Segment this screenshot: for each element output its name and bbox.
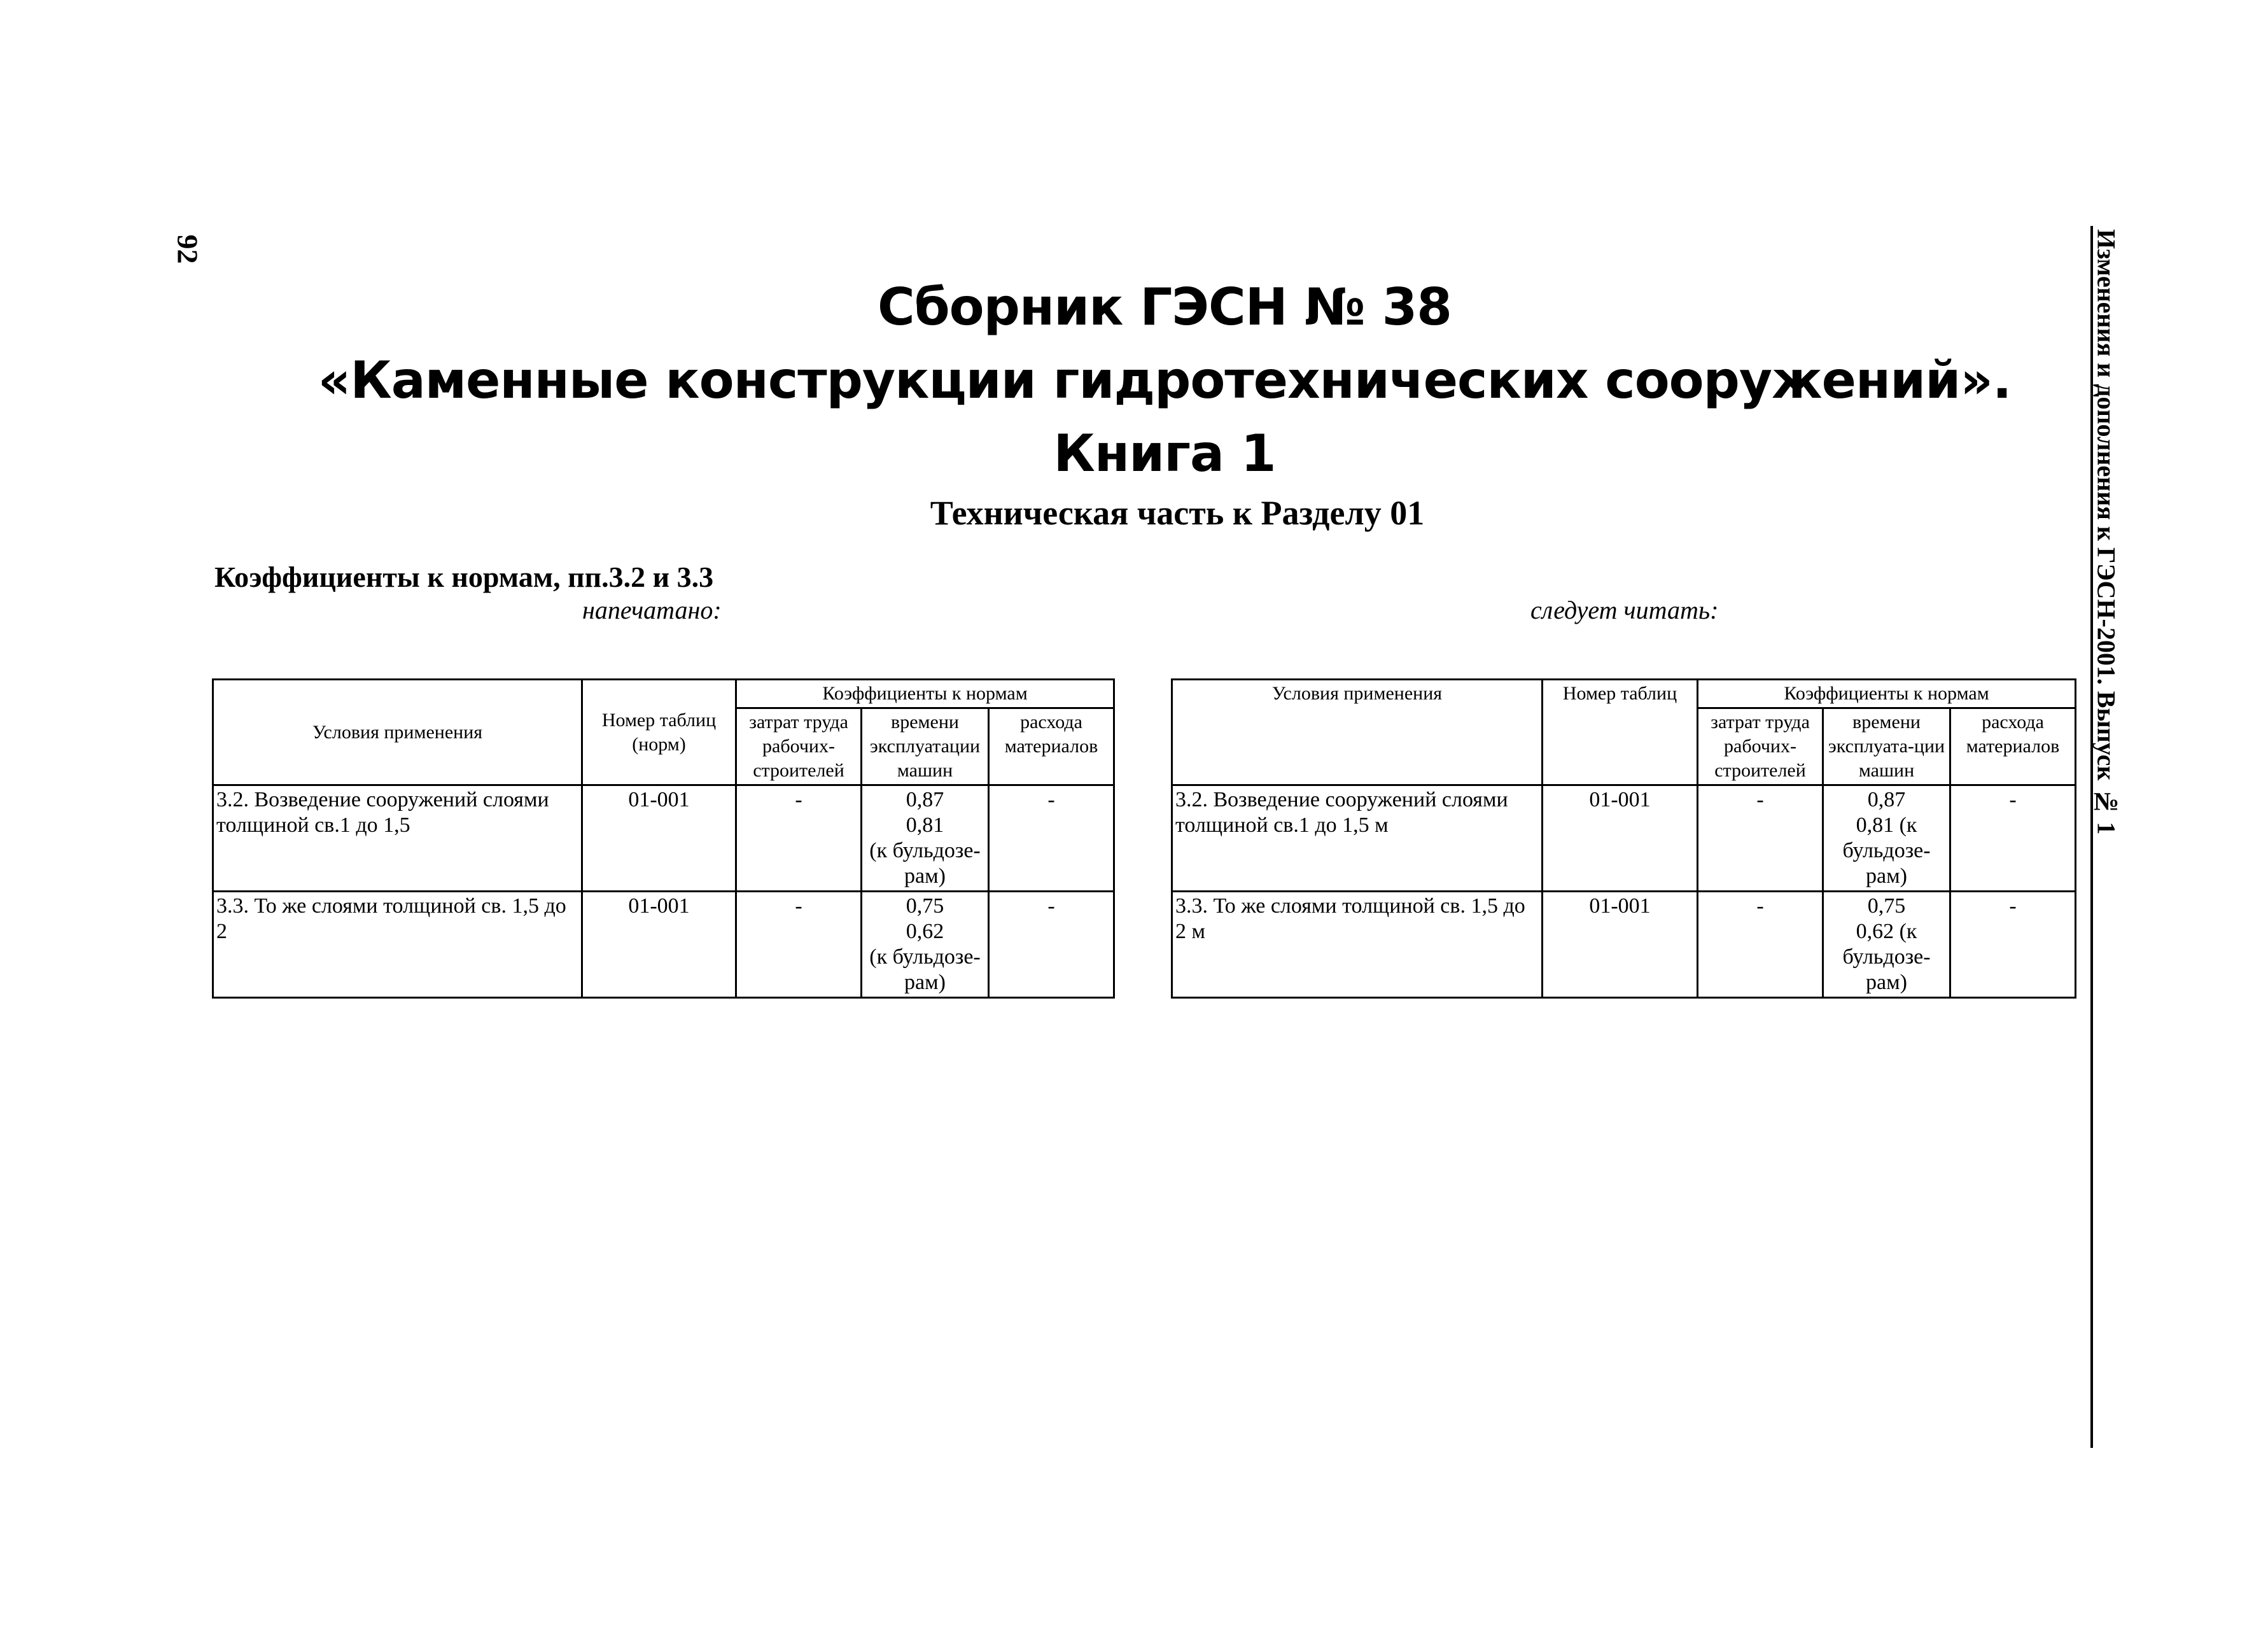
cell-table-no: 01-001 [1543, 892, 1698, 998]
header-materials: расхода материалов [1950, 708, 2076, 785]
cell-labor: - [736, 785, 862, 892]
cell-machine-time [1823, 785, 1950, 892]
header-conditions: Условия применения [1172, 680, 1543, 785]
cell-table-no: 01-001 [1543, 785, 1698, 892]
title-line-1: Сборник ГЭСН № 38 [878, 277, 1452, 337]
cell-labor: - [736, 892, 862, 998]
document-subtitle: Техническая часть к Разделу 01 [930, 494, 1425, 532]
table-row [213, 785, 1114, 892]
title-line-2: «Каменные конструкции гидротехнических сооружений». [318, 351, 2012, 410]
cell-condition: 3.2. Возведение сооружений слоями толщиной св.1 до 1,5 м [1172, 785, 1543, 892]
cell-condition: 3.3. То же слоями толщиной св. 1,5 до 2 м [1172, 892, 1543, 998]
cell-machine-time [862, 892, 989, 998]
cell-materials: - [1950, 785, 2076, 892]
cell-machine-time [862, 785, 989, 892]
machine-time-value: 0,81 (к бульдозе-рам) [1842, 813, 1931, 888]
machine-time-value: 0,75 [906, 894, 944, 918]
machine-time-value: 0,62 [906, 920, 944, 943]
machine-time-value: 0,87 [906, 788, 944, 811]
cell-table-no: 01-001 [582, 785, 736, 892]
label-correct: следует читать: [1530, 596, 1719, 624]
header-coefficients: Коэффициенты к нормам [1698, 680, 2076, 708]
cell-materials: - [989, 892, 1114, 998]
side-header-text: Изменения и дополнения к ГЭСН-2001. Выпуск № 1 [2092, 229, 2121, 835]
document-title [305, 270, 2024, 490]
table-row [1172, 785, 2076, 892]
cell-labor: - [1698, 892, 1823, 998]
page-number: 92 [171, 234, 204, 264]
machine-time-value: 0,81 [906, 813, 944, 837]
printed-table [212, 678, 1115, 999]
side-header [2089, 229, 2124, 853]
header-labor: затрат труда рабочих-строителей [736, 708, 862, 785]
title-line-3: Книга 1 [1053, 424, 1276, 483]
cell-condition: 3.2. Возведение сооружений слоями толщиной св.1 до 1,5 [213, 785, 582, 892]
header-machine-time: времени эксплуатации машин [862, 708, 989, 785]
table-row [1172, 892, 2076, 998]
machine-time-note: (к бульдозе-рам) [869, 839, 981, 888]
machine-time-value: 0,87 [1867, 788, 1906, 811]
header-labor: затрат труда рабочих-строителей [1698, 708, 1823, 785]
cell-machine-time [1823, 892, 1950, 998]
section-heading: Коэффициенты к нормам, пп.3.2 и 3.3 [214, 561, 714, 593]
header-machine-time: времени эксплуата-ции машин [1823, 708, 1950, 785]
correct-table [1171, 678, 2076, 999]
header-materials: расхода материалов [989, 708, 1114, 785]
table-row [213, 892, 1114, 998]
cell-table-no: 01-001 [582, 892, 736, 998]
machine-time-value: 0,62 (к бульдозе-рам) [1842, 920, 1931, 994]
header-conditions: Условия применения [213, 680, 582, 785]
machine-time-note: (к бульдозе-рам) [869, 945, 981, 994]
cell-condition: 3.3. То же слоями толщиной св. 1,5 до 2 [213, 892, 582, 998]
cell-materials: - [989, 785, 1114, 892]
label-printed: напечатано: [582, 596, 722, 624]
header-table-number: Номер таблиц (норм) [582, 680, 736, 785]
cell-materials: - [1950, 892, 2076, 998]
cell-labor: - [1698, 785, 1823, 892]
header-coefficients: Коэффициенты к нормам [736, 680, 1114, 708]
machine-time-value: 0,75 [1867, 894, 1906, 918]
header-table-number: Номер таблиц [1543, 680, 1698, 785]
